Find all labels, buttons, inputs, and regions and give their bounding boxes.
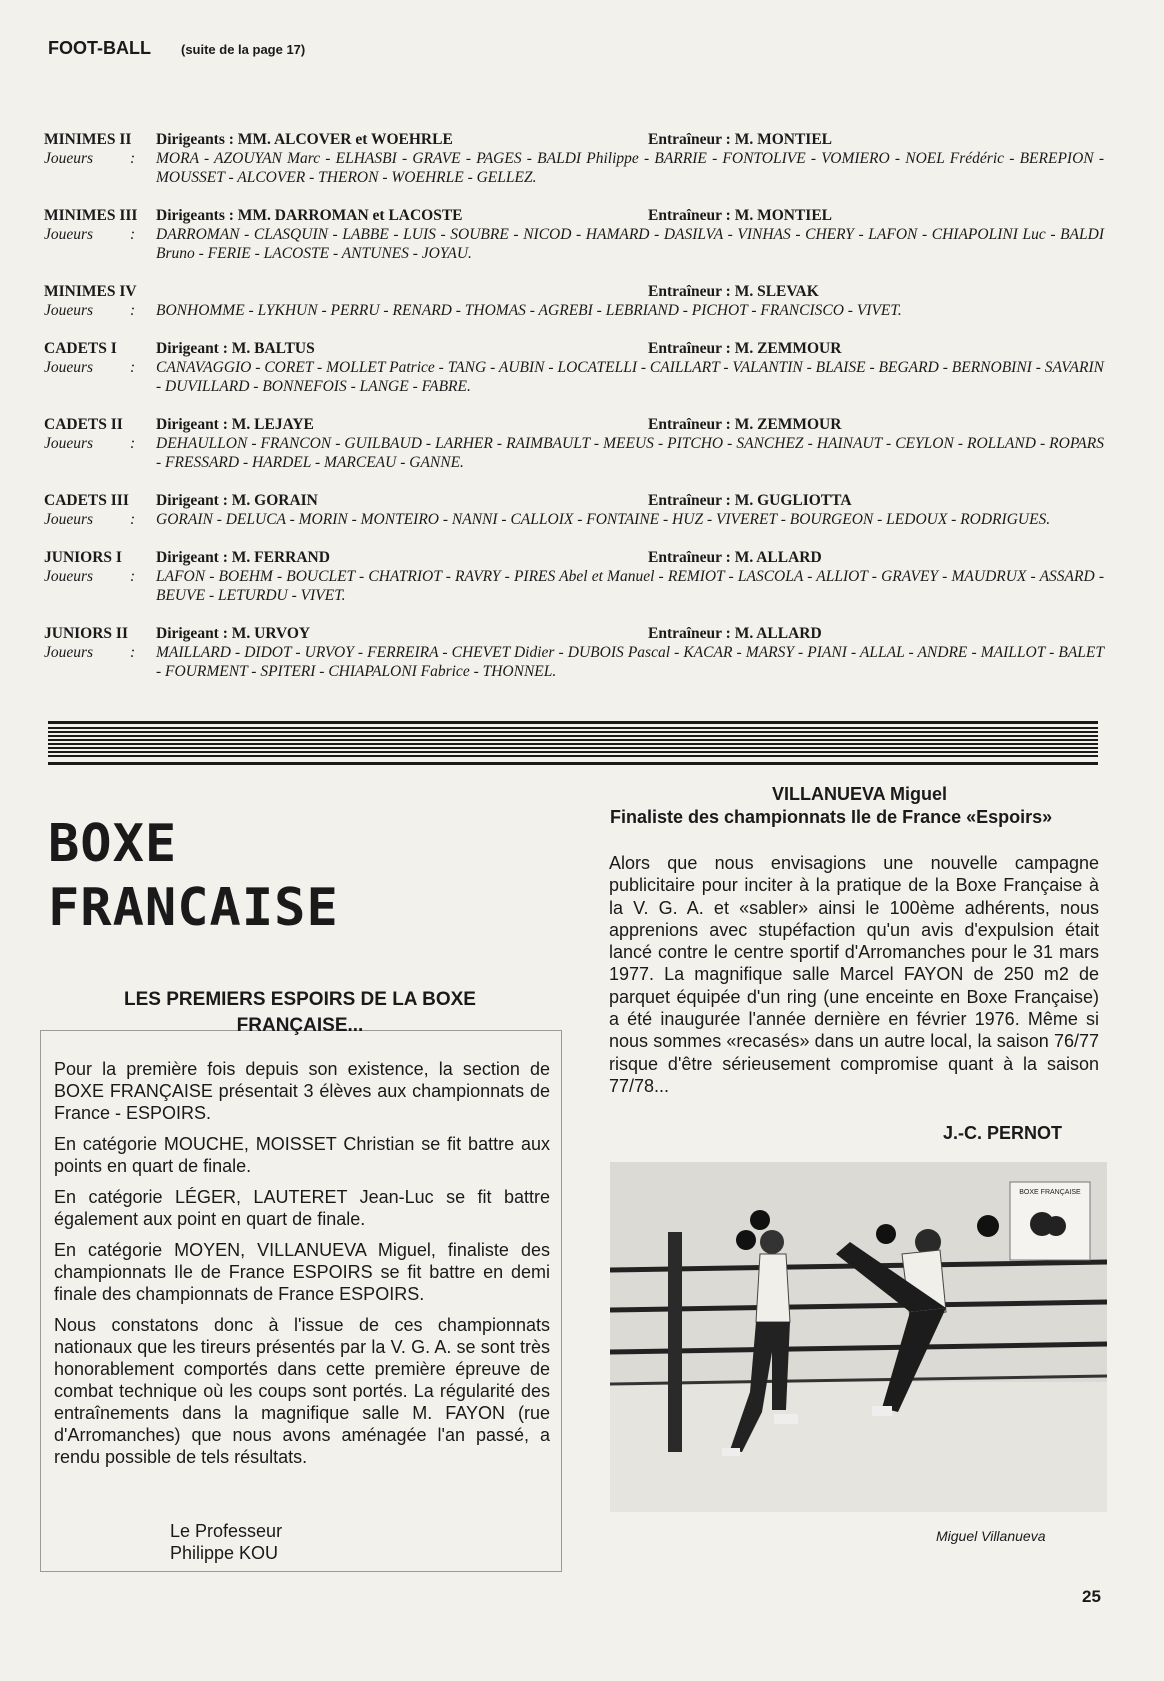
- divider-bottom: [48, 762, 1098, 765]
- article-paragraph: En catégorie LÉGER, LAUTERET Jean-Luc se fit battre également aux point en quart de finale.: [54, 1187, 550, 1229]
- team-coach: Entraîneur : M. ZEMMOUR: [648, 416, 842, 433]
- team-directors: Dirigeant : M. BALTUS: [156, 340, 315, 357]
- players-label: Joueurs: [44, 302, 94, 319]
- right-title-name: VILLANUEVA Miguel: [772, 784, 947, 804]
- team-players: MAILLARD - DIDOT - URVOY - FERREIRA - CHEVET Didier - DUBOIS Pascal - KACAR - MARSY - PIANI - ALLAL - ANDRE - MAILLOT - BALET - FOURMENT - SPITERI - CHIAPALONI Fabrice - THONNEL.: [156, 644, 1104, 680]
- team-players: GORAIN - DELUCA - MORIN - MONTEIRO - NANNI - CALLOIX - FONTAINE - HUZ - VIVERET - BOURGEON - LEDOUX - RODRIGUES.: [156, 511, 1051, 528]
- players-label: Joueurs: [44, 568, 94, 585]
- team-block: MINIMES IV Entraîneur : M. SLEVAK Joueurs : BONHOMME - LYKHUN - PERRU - RENARD - THOMAS - AGREBI - LEBRIAND - PICHOT - FRANCISCO - VIVET.: [44, 282, 1104, 320]
- page-header: [48, 38, 305, 59]
- team-coach: Entraîneur : M. ALLARD: [648, 549, 822, 566]
- team-category: CADETS II: [44, 416, 123, 433]
- boxing-photo: [610, 1162, 1107, 1512]
- team-directors: Dirigeant : M. URVOY: [156, 625, 311, 642]
- team-category: MINIMES IV: [44, 283, 137, 300]
- team-directors: Dirigeants : MM. DARROMAN et LACOSTE: [156, 207, 463, 224]
- page-number: 25: [1082, 1587, 1101, 1606]
- divider-top: [48, 721, 1098, 724]
- article-paragraph: Nous constatons donc à l'issue de ces championnats nationaux que les tireurs présentés par la V. G. A. se sont très honorablement comportés dans cette première épreuve de combat technique où les coups sont portés. La régularité des entraînements dans la magnifique salle M. FAYON (rue d'Arromanches) que nous avons aménagée l'an passé, a rendu possible de tels résultats.: [54, 1315, 550, 1467]
- players-label: Joueurs: [44, 435, 94, 452]
- team-directors: Dirigeant : M. FERRAND: [156, 549, 330, 566]
- right-article-signature: J.-C. PERNOT: [943, 1123, 1063, 1143]
- section-title: FOOT-BALL: [48, 38, 151, 58]
- team-block: CADETS I Dirigeant : M. BALTUS Entraîneur : M. ZEMMOUR Joueurs : CANAVAGGIO - CORET - MOLLET Patrice - TANG - AUBIN - LOCATELLI - CAILLART - VALANTIN - BLAISE - BEGARD - BERNOBINI - SAVARIN - DUVILLARD - BONNEFOIS - LANGE - FABRE.: [44, 340, 1104, 395]
- right-article-body: Alors que nous envisagions une nouvelle campagne publicitaire pour inciter à la pratique de la Boxe Française à la V. G. A. et «sabler» ainsi le 100ème adhérents, nous apprenions avec stupéfaction qu'un avis d'expulsion était lancé contre le centre sportif d'Arromanches pour le 31 mars 1977. La magnifique salle Marcel FAYON de 250 m2 de parquet équipée d'un ring (une enceinte en Boxe Française) a été inaugurée l'année dernière en février 1976. Même si nous sommes «recasés» dans un autre local, la saison 76/77 risque d'être sérieusement compromise quant à la saison 77/78...: [609, 853, 1099, 1096]
- team-players: CANAVAGGIO - CORET - MOLLET Patrice - TANG - AUBIN - LOCATELLI - CAILLART - VALANTIN - BLAISE - BEGARD - BERNOBINI - SAVARIN - DUVILLARD - BONNEFOIS - LANGE - FABRE.: [156, 359, 1104, 395]
- team-category: MINIMES II: [44, 131, 132, 148]
- team-players: BONHOMME - LYKHUN - PERRU - RENARD - THOMAS - AGREBI - LEBRIAND - PICHOT - FRANCISCO - VIVET.: [156, 302, 902, 319]
- team-list: [44, 130, 1104, 700]
- article-subtitle: LES PREMIERS ESPOIRS DE LA BOXE FRANÇAISE...: [124, 989, 476, 1036]
- boxe-title: [48, 812, 339, 940]
- boxe-title-line2: FRANCAISE: [48, 878, 339, 938]
- team-players: DEHAULLON - FRANCON - GUILBAUD - LARHER - RAIMBAULT - MEEUS - PITCHO - SANCHEZ - HAINAUT - CEYLON - ROLLAND - ROPARS - FRESSARD - HARDEL - MARCEAU - GANNE.: [156, 435, 1104, 471]
- team-coach: Entraîneur : M. MONTIEL: [648, 131, 832, 148]
- team-players: DARROMAN - CLASQUIN - LABBE - LUIS - SOUBRE - NICOD - HAMARD - DASILVA - VINHAS - CHERY - LAFON - CHIAPOLINI Luc - BALDI Bruno - FERIE - LACOSTE - ANTUNES - JOYAU.: [156, 226, 1104, 262]
- team-block: MINIMES II Dirigeants : MM. ALCOVER et WOEHRLE Entraîneur : M. MONTIEL Joueurs : MORA - AZOUYAN Marc - ELHASBI - GRAVE - PAGES - BALDI Philippe - BARRIE - FONTOLIVE - VOMIERO - NOEL Frédéric - BEREPION - MOUSSET - ALCOVER - THERON - WOEHRLE - GELLEZ.: [44, 131, 1104, 186]
- team-coach: Entraîneur : M. ZEMMOUR: [648, 340, 842, 357]
- team-block: CADETS II Dirigeant : M. LEJAYE Entraîneur : M. ZEMMOUR Joueurs : DEHAULLON - FRANCON - GUILBAUD - LARHER - RAIMBAULT - MEEUS - PITCHO - SANCHEZ - HAINAUT - CEYLON - ROLLAND - ROPARS - FRESSARD - HARDEL - MARCEAU - GANNE.: [44, 416, 1104, 471]
- boxing-photo-illustration: [610, 1162, 1107, 1512]
- team-category: CADETS I: [44, 340, 117, 357]
- team-coach: Entraîneur : M. MONTIEL: [648, 207, 832, 224]
- players-label: Joueurs: [44, 359, 94, 376]
- article-paragraph: Pour la première fois depuis son existence, la section de BOXE FRANÇAISE présentait 3 élèves aux championnats de France - ESPOIRS.: [54, 1059, 550, 1123]
- boxe-title-line1: BOXE: [48, 814, 178, 874]
- team-coach: Entraîneur : M. ALLARD: [648, 625, 822, 642]
- poster-text: BOXE FRANÇAISE: [1019, 1189, 1081, 1196]
- signature-name: Philippe KOU: [170, 1543, 279, 1563]
- continuation-note: (suite de la page 17): [180, 42, 306, 57]
- article-signature: [170, 1520, 282, 1564]
- signature-role: Le Professeur: [170, 1521, 283, 1541]
- team-coach: Entraîneur : M. GUGLIOTTA: [648, 492, 852, 509]
- players-label: Joueurs: [44, 226, 94, 243]
- team-category: MINIMES III: [44, 207, 138, 224]
- photo-caption: Miguel Villanueva: [936, 1528, 1046, 1544]
- team-directors: Dirigeant : M. LEJAYE: [156, 416, 314, 433]
- article-paragraph: En catégorie MOYEN, VILLANUEVA Miguel, finaliste des championnats Ile de France ESPOIRS se fit battre en demi finale des championnats de France ESPOIRS.: [54, 1240, 550, 1304]
- players-label: Joueurs: [44, 150, 94, 167]
- team-coach: Entraîneur : M. SLEVAK: [648, 283, 819, 300]
- right-article-title: [610, 783, 1110, 829]
- article-body: [54, 1058, 550, 1477]
- section-divider: [48, 727, 1098, 759]
- right-title-sub: Finaliste des championnats Ile de France «Espoirs»: [610, 807, 1053, 827]
- team-category: JUNIORS I: [44, 549, 122, 566]
- team-players: LAFON - BOEHM - BOUCLET - CHATRIOT - RAVRY - PIRES Abel et Manuel - REMIOT - LASCOLA - ALLIOT - GRAVEY - MAUDRUX - ASSARD - BEUVE - LETURDU - VIVET.: [156, 568, 1104, 604]
- players-label: Joueurs: [44, 511, 94, 528]
- team-category: CADETS III: [44, 492, 129, 509]
- team-category: JUNIORS II: [44, 625, 128, 642]
- team-block: JUNIORS I Dirigeant : M. FERRAND Entraîneur : M. ALLARD Joueurs : LAFON - BOEHM - BOUCLET - CHATRIOT - RAVRY - PIRES Abel et Manuel - REMIOT - LASCOLA - ALLIOT - GRAVEY - MAUDRUX - ASSARD - BEUVE - LETURDU - VIVET.: [44, 549, 1104, 604]
- team-block: MINIMES III Dirigeants : MM. DARROMAN et LACOSTE Entraîneur : M. MONTIEL Joueurs : DARROMAN - CLASQUIN - LABBE - LUIS - SOUBRE - NICOD - HAMARD - DASILVA - VINHAS - CHERY - LAFON - CHIAPOLINI Luc - BALDI Bruno - FERIE - LACOSTE - ANTUNES - JOYAU.: [44, 207, 1104, 262]
- team-block: JUNIORS II Dirigeant : M. URVOY Entraîneur : M. ALLARD Joueurs : MAILLARD - DIDOT - URVOY - FERREIRA - CHEVET Didier - DUBOIS Pascal - KACAR - MARSY - PIANI - ALLAL - ANDRE - MAILLOT - BALET - FOURMENT - SPITERI - CHIAPALONI Fabrice - THONNEL.: [44, 625, 1104, 680]
- team-directors: Dirigeant : M. GORAIN: [156, 492, 318, 509]
- team-players: MORA - AZOUYAN Marc - ELHASBI - GRAVE - PAGES - BALDI Philippe - BARRIE - FONTOLIVE - VOMIERO - NOEL Frédéric - BEREPION - MOUSSET - ALCOVER - THERON - WOEHRLE - GELLEZ.: [156, 150, 1104, 186]
- team-directors: Dirigeants : MM. ALCOVER et WOEHRLE: [156, 131, 453, 148]
- article-paragraph: En catégorie MOUCHE, MOISSET Christian se fit battre aux points en quart de finale.: [54, 1134, 550, 1176]
- team-block: CADETS III Dirigeant : M. GORAIN Entraîneur : M. GUGLIOTTA Joueurs : GORAIN - DELUCA - MORIN - MONTEIRO - NANNI - CALLOIX - FONTAINE - HUZ - VIVERET - BOURGEON - LEDOUX - RODRIGUES.: [44, 491, 1104, 529]
- players-label: Joueurs: [44, 644, 94, 661]
